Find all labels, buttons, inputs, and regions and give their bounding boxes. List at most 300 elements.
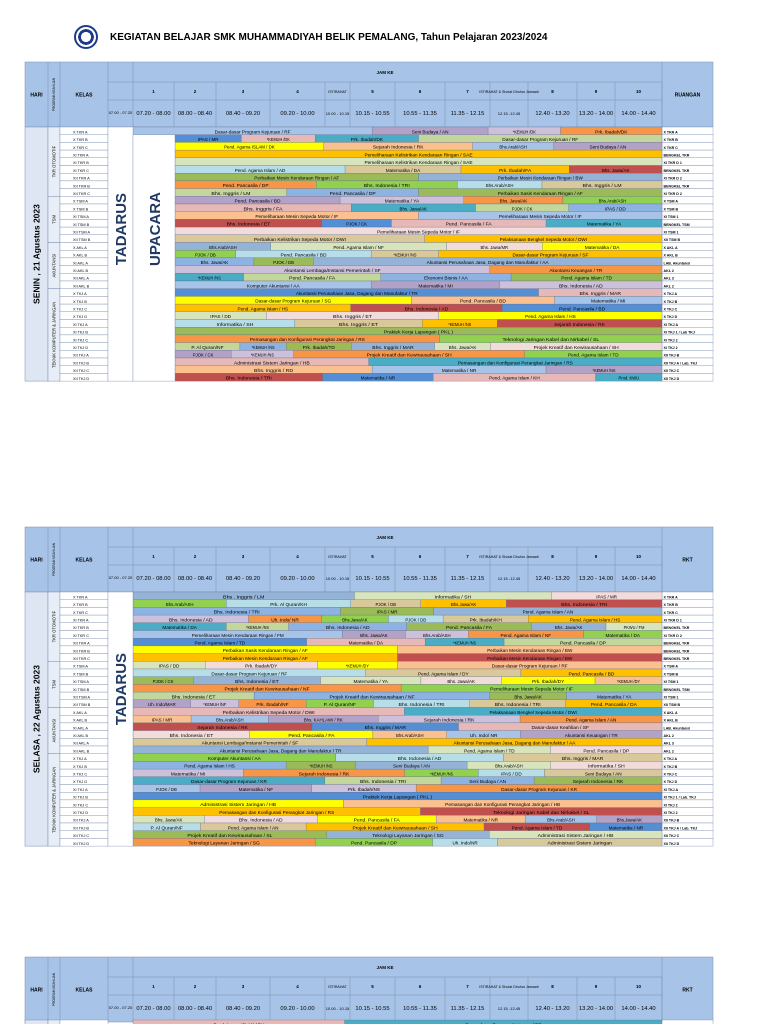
page-title: KEGIATAN BELAJAR SMK MUHAMMADIYAH BELIK PEMALANG, Tahun Pelajaran 2023/2024 (110, 31, 548, 43)
lesson-label: Bhs.Arab/ASH (215, 718, 247, 724)
header-room-label: RKT (682, 557, 693, 564)
header-period-time: 11.35 - 12.15 (450, 111, 485, 117)
room-label: XII TKJ C (663, 369, 680, 374)
header-period-time: 07.20 - 08.00 (136, 111, 171, 117)
lesson-label: IPAS / DD (210, 315, 232, 321)
lesson-label: Pend. Agama Islam / AN (522, 610, 575, 616)
room-label: XII TSM B (663, 703, 681, 708)
class-label: X TKR B (73, 603, 88, 608)
lesson-label: Pemeliharaan Kelistrikan Kendaraan Ringan / SAE (364, 161, 473, 167)
lesson-label: Akuntansi Perusahaan Jasa, Dagang dan Manufaktur / TR (295, 292, 421, 297)
class-label: X AKL A (73, 710, 87, 715)
room-label: X TKJ A (663, 292, 678, 297)
class-label: XI TKR C (73, 168, 89, 173)
lesson-label: Bhs. Inggris / ET (339, 322, 375, 328)
class-label: X TSM A (73, 199, 88, 204)
class-label: XI TSM A (73, 680, 89, 685)
header-period-number: 7 (466, 554, 469, 559)
upacara-label: UPACARA (147, 192, 164, 266)
lesson-label: Prk. Ibadah/KH (469, 618, 503, 624)
lesson-label: PJOK / CK (152, 680, 176, 685)
lesson-label: Bhs. Indonesia / ET (226, 222, 269, 228)
header-break-label: ISTIRAHAT (328, 90, 347, 94)
lesson-label: Projek Kreatif dan Kewirausahaan / SH (366, 353, 450, 359)
room-label: XI TKJ 1 / Lab. TKJ (663, 795, 696, 800)
lesson-label: *KEMUH /DY (345, 664, 375, 670)
class-label: XII TSM B (73, 703, 91, 708)
room-label: AKL 3 (663, 741, 674, 746)
lesson-label: Seni Budaya / AN (469, 780, 507, 786)
room-label: BENGKEL TSM (663, 222, 690, 227)
class-label: X TKR C (73, 610, 88, 615)
lesson-label: Matematika / DA (605, 633, 641, 639)
header-period-time: 09.20 - 10.00 (280, 576, 315, 582)
class-label: XI TSM B (73, 222, 90, 227)
header-period-time: 12.15 -12.45 (497, 576, 521, 581)
room-label: XI TSM 1 (663, 695, 679, 700)
lesson-label: Pend. Pancasila / DP (560, 641, 606, 647)
header-period-number: 9 (594, 89, 598, 94)
lesson-label: Dasar-dasar Program Kejuruan / RF (214, 130, 292, 136)
lesson-label: Perbaikan Sasis Kendaraan Ringan / AF (497, 191, 584, 197)
lesson-label: Pend. Pancasila / DP (583, 749, 629, 755)
header-period-time: 10.15 - 10.55 (355, 576, 390, 582)
lesson-label: *KEMUH /NS (251, 345, 281, 351)
lesson-label: Pemasangan dan Konfigurasi Perangkat Jaringan / HB (445, 803, 562, 809)
lesson-label: Matematika / DA (348, 641, 385, 647)
room-label: X TKJ A (663, 757, 678, 762)
room-label: LAB. Akuntansi (663, 726, 691, 731)
room-label: BENGKEL TKR (663, 641, 690, 646)
class-label: XII TKJ A (73, 353, 89, 358)
lesson-label: *KEMUH /DY (617, 680, 646, 685)
room-label: BENGKEL TSM (663, 687, 690, 692)
lesson-label: Bhs. Jawa/AK (554, 626, 585, 632)
header-kelas-label: KELAS (75, 92, 93, 99)
room-label: XII TKJ A / Lab. TKJ (663, 826, 698, 831)
room-label: X TKJ C (663, 772, 678, 777)
class-label: X TKJ A (73, 292, 87, 297)
header-period-number: 7 (466, 89, 469, 94)
room-label: BENGKEL TKR (663, 657, 690, 661)
header-period-number: 2 (193, 554, 197, 559)
class-label: XI TKJ B (73, 330, 88, 335)
lesson-label: Pemeliharaan Mesin Kendaraan Ringan / FM (191, 633, 288, 639)
lesson-label: Bhs. Inggris / MAR (364, 726, 405, 732)
header-kelas-label: KELAS (75, 557, 93, 564)
room-label: XI TKJ A (663, 322, 679, 327)
class-label: XI TKJ C (73, 338, 89, 343)
header-break-label: ISTIRAHAT & Sholat Dhuhur Jamaah (479, 90, 539, 94)
room-label: BENGKEL TKR (663, 649, 690, 654)
header-period-number: 8 (551, 984, 554, 989)
header-period-number: 10 (635, 89, 642, 94)
class-label: XII TKJ C (73, 834, 90, 839)
room-label: X TKR A (663, 130, 678, 135)
lesson-label: Teknologi Jaringan Kabel dan Nirkabel / SL (502, 338, 595, 344)
class-label: XI TKR B (73, 161, 89, 166)
lesson-label: Prk. Ibadah/DK (350, 138, 384, 143)
class-label: X AKL B (73, 253, 88, 258)
lesson-label: Pend. Agama Islam / TD (464, 749, 516, 755)
lesson-label: Bhs. KAHLAWI / RK (303, 718, 347, 724)
room-label: X TKR A (663, 595, 678, 600)
lesson-label: *KEMUH /DK (512, 130, 542, 136)
lesson-label: Akuntansi Perusahaan Jasa, Dagang dan Manufaktur / AA (426, 261, 551, 267)
lesson-label: P. Al Quran/NF (150, 826, 183, 832)
header-band (25, 62, 713, 127)
header-period-time: 11.35 - 12.15 (450, 576, 485, 582)
lesson-label: IPAS / MR (376, 610, 399, 616)
lesson-label: Prk. Ibadah/NF (256, 703, 289, 709)
header-hari-label: HARI (30, 92, 43, 99)
class-label: XI TKJ B (73, 795, 88, 800)
room-label: LAB. Akuntansi (663, 261, 691, 266)
header-period-time: 10.00 - 10.15 (325, 576, 350, 581)
header-period-time: 08.00 - 08.40 (177, 111, 213, 117)
room-label: X TKJ B (663, 299, 678, 304)
lesson-label: Bhs. Indonesia / AD (397, 757, 440, 762)
lesson-label: *KEMUH /DK (266, 138, 296, 143)
lesson-label: Bhs. Indonesia / TRI (398, 703, 442, 709)
lesson-label: Teknologi Layanan Jaringan / SG (372, 834, 443, 839)
header-hari-label: HARI (30, 987, 43, 994)
lesson-label: Pend. Pancasila / FA (289, 276, 334, 282)
lesson-label: Teknologi Jaringan Kabel dan Nirkabel / SL (492, 810, 585, 816)
header-period-time: 12.15 -12.45 (497, 111, 521, 116)
class-label: XI TKJ D (73, 346, 89, 350)
room-label: X TKJ D (663, 315, 678, 320)
header-period-time: 12.40 - 13.20 (535, 111, 570, 117)
header-period-time: 13.20 - 14.00 (578, 1006, 614, 1012)
header-jamke-label: JAM KE (376, 535, 394, 540)
room-label: AKL 2 (663, 749, 674, 754)
lesson-label: *KEMUH /NS (197, 276, 227, 282)
department-label: TKR OTOMOTIF (51, 610, 57, 643)
header-period-time: 10.55 - 11.35 (403, 111, 437, 117)
lesson-label: Pend. Pancasila / DP (222, 184, 268, 190)
lesson-label: Bhs. Jawa/AK (200, 261, 231, 267)
class-label: X TKR A (73, 130, 88, 135)
lesson-label: Bhs. Jawa/AK (154, 818, 185, 824)
lesson-label: Bhs. Jawa/AK (499, 199, 530, 205)
room-label: X AKL B (663, 718, 678, 723)
class-label: XI TKR A (73, 618, 89, 623)
lesson-label: Bhs. Indonesia / AD (325, 626, 369, 632)
class-label: XII TKJ D (73, 376, 90, 381)
room-label: XI TKJ A (663, 787, 679, 792)
room-label: X TSM B (663, 672, 679, 677)
lesson-label: Bhs. Indonesia / TRI (494, 703, 539, 709)
lesson-label: Pend. Agama ISLAM / DK (224, 145, 280, 151)
lesson-label: Prk. Ibadah/FA (499, 168, 531, 174)
room-label: X TKR C (663, 145, 678, 150)
lesson-label: PJOK / CK (346, 222, 370, 228)
class-label: X TKR C (73, 145, 88, 150)
lesson-label: Prk. Ibadah/DK (595, 130, 628, 136)
lesson-label: Informatika / SH (434, 595, 469, 601)
lesson-label: Bhs. Jawa/AK (399, 207, 430, 213)
header-band (25, 527, 713, 592)
department-label: AKUNTANSI (51, 253, 57, 278)
class-label: X TKJ D (73, 780, 88, 785)
room-label: BENGKEL TKR (663, 184, 690, 189)
header-period-number: 6 (418, 554, 422, 559)
day-label: SELASA , 22 Agustus 2023 (31, 665, 42, 774)
lesson-label: Uh. Indo/MAR (148, 703, 179, 709)
room-label: AKL 2 (663, 734, 674, 738)
lesson-label: Pemeliharaan Mesin Sepeda Motor / IF (377, 230, 461, 236)
department-label: TSM (51, 214, 57, 224)
room-label: XI TKR D 2 (663, 176, 682, 181)
header-period-time: 10.00 - 10.15 (325, 111, 350, 116)
lesson-label: Perbaikan Sasis Kendaraan Ringan / AF (222, 649, 309, 655)
lesson-label: Administrasi Sistem Jaringan / HB (537, 834, 611, 839)
class-label: XI AKL B (73, 734, 89, 738)
lesson-label: Bhs. Inggris / FA (243, 207, 279, 213)
lesson-label: Bhs. Inggris / MAR (372, 345, 413, 351)
header-period-number: 4 (296, 89, 299, 94)
header-kelas-label: KELAS (75, 987, 93, 994)
lesson-label: Pend. Pancasila / FA (288, 733, 333, 739)
class-label: XII TKR C (73, 192, 91, 196)
lesson-label: Bhs. Jawa/AK (448, 345, 479, 351)
class-label: X TKJ D (73, 315, 88, 320)
room-label: X TKR B (663, 138, 678, 143)
lesson-label: Komputer Akuntansi / AA (246, 284, 300, 290)
lesson-label: Matematika / YA (353, 680, 389, 685)
lesson-label: PJOK / DB (195, 253, 219, 259)
lesson-label: Uh. Indo/ NR (469, 733, 498, 739)
lesson-label: Akuntansi Perusahaan Jasa, Dagang dan Manufaktur / TR (219, 749, 344, 755)
lesson-label: Dasar-dasar Program Kejuruan / SG (255, 299, 333, 305)
header-period-time: 07.20 - 08.00 (136, 576, 171, 582)
class-label: X TSM B (73, 672, 89, 677)
class-label: XI AKL A (73, 726, 88, 731)
header-period-time: 10.55 - 11.35 (403, 1006, 437, 1012)
lesson-label: Bhs. Indonesia / ET (235, 680, 277, 685)
lesson-label: IPAS / MR (151, 718, 174, 724)
lesson-label: Bhs. Indonesia / ET (171, 695, 214, 701)
lesson-label: Pend. Agama Islam / HS (569, 618, 623, 624)
lesson-label: Bhs.Arab/ASH (598, 199, 630, 205)
lesson-label: Projek Kreatif dan Kewirausahaan / SL (187, 834, 270, 839)
header-program-label: PROGRAM KEAHLIAN (52, 77, 56, 112)
room-label: X TKJ C (663, 307, 678, 312)
class-label: XI TKJ C (73, 803, 89, 808)
lesson-label: Sejarah Indonesia / RK (423, 718, 474, 724)
room-label: X TKR B (663, 603, 678, 608)
header-period-number: 2 (193, 89, 197, 94)
class-label: XII AKL A (73, 741, 89, 746)
class-label: XI TKJ A (73, 322, 88, 327)
lesson-label: Pend. Pancasila / BD (459, 299, 506, 305)
lesson-label: Bhs.Arab/ASH (485, 184, 517, 190)
class-label: XI TKR C (73, 633, 89, 638)
lesson-label: Bhs. Indonesia / TRI (363, 184, 408, 190)
room-label: X TSM A (663, 664, 678, 669)
lesson-label: Prk. Ibadah/TD (302, 345, 335, 351)
department-label: TSM (51, 679, 57, 689)
lesson-label: Praktek Kerja Lapangan ( PKL ) (363, 795, 431, 801)
lesson-label: Akuntansi Perusahaan Jasa, Dagang dan Manufaktur / AA (453, 741, 578, 747)
header-period-number: 5 (371, 89, 374, 94)
header-period-time: 09.20 - 10.00 (280, 111, 315, 117)
lesson-label: PJOK / CK (192, 353, 216, 359)
lesson-label: Matematika / MI (170, 772, 205, 778)
class-label: XII TKJ B (73, 826, 89, 831)
lesson-label: PJOK / DB (375, 603, 399, 608)
lesson-label: Bhs. Indonesia / TRI (561, 603, 605, 608)
header-band (25, 957, 713, 1022)
header-break-label: ISTIRAHAT (328, 985, 347, 989)
lesson-label: Perbaikan Mesin Kendaraan Ringan / AF (254, 176, 342, 182)
class-label: X TKJ C (73, 772, 88, 777)
lesson-label: Matematika / YA (596, 695, 632, 701)
lesson-label: Pend. Agama Islam / AN (227, 826, 280, 832)
lesson-label: Administrasi Sistem Jaringan / HB (233, 361, 307, 367)
class-label: X TKJ B (73, 764, 87, 769)
lesson-label: Sejarah Indonesia / RK (554, 322, 604, 328)
lesson-label: Pemasangan dan Konfigurasi Perangkat Jaringan / RS (457, 361, 575, 367)
lesson-label: Matematika / MI (418, 284, 453, 290)
lesson-label: Uh. Indo/NR (452, 841, 479, 847)
class-label: XI TSM B (73, 687, 90, 692)
class-label: XI TKJ A (73, 787, 88, 792)
lesson-label: Administrasi Sistem Jaringan / HB (200, 803, 273, 809)
lesson-label: PKWU / FM (623, 626, 649, 632)
class-label: X TKJ A (73, 757, 87, 762)
lesson-label: Komputer Akuntansi / AA (207, 757, 262, 762)
lesson-label: PJOK / DB (156, 787, 180, 793)
room-label: XII TKJ A / Lab. TKJ (663, 361, 698, 366)
class-label: XI TSM A (73, 215, 89, 220)
header-period-time: 12.40 - 13.20 (535, 1006, 570, 1012)
lesson-label: Pend. Agama Islam / TD (568, 353, 620, 359)
room-label: AKL 3 (663, 276, 674, 281)
lesson-label: Pemeliharaan Kelistrikan Kendaraan Ringan / SAE (364, 153, 473, 159)
lesson-label: *KEMUH /NF (203, 703, 232, 709)
lesson-label: Administrasi Sistem Jaringan (547, 841, 610, 847)
day-label: SENIN , 21 Agustus 2023 (31, 204, 42, 304)
header-period-number: 8 (551, 554, 554, 559)
department-label: TEKNIK KOMPUTER & JARINGAN (51, 766, 57, 834)
lesson-label: Matematika / NR (608, 826, 645, 832)
department-cell (48, 1020, 60, 1024)
lesson-label: Bhs.Arab/ASH (396, 733, 427, 739)
header-period-time: 10.15 - 10.55 (355, 111, 390, 117)
header-period-number: 6 (418, 984, 422, 989)
lesson-label: Pend. Pancasila / BD (280, 253, 326, 259)
class-label: XII TKR B (73, 649, 90, 654)
room-label: X AKL A (663, 245, 678, 250)
header-period-number: 3 (241, 89, 245, 94)
header-period-number: 1 (152, 554, 155, 559)
lesson-label: Prk. Al Quran/KH (270, 603, 307, 608)
lesson-label: Pend. Pancasila / DP (350, 841, 397, 847)
lesson-label: Bhs. Jawa/AK (447, 680, 478, 685)
header-period-number: 4 (296, 984, 299, 989)
room-label: BENGKEL TKR (663, 626, 690, 631)
lesson-label: Pend. Agama Islam / TD (561, 276, 614, 282)
room-label: X TSM B (663, 207, 679, 212)
room-label: X TKJ D (663, 780, 678, 785)
header-period-time: 14.00 - 14.40 (621, 1006, 656, 1012)
tadarus-label: TADARUS (113, 192, 130, 266)
lesson-label: Bhs. Jawa/AK (514, 695, 545, 701)
lesson-label: Bhs. Indonesia / TRI (225, 376, 270, 382)
lesson-label: Matematika / NF (238, 787, 274, 793)
lesson-label: Pend. Pancasila / DP (329, 191, 376, 197)
lesson-label: Sejarah Indonesia / RK (298, 772, 349, 778)
class-label: X TSM B (73, 207, 89, 212)
lesson-label: Pend. Agama Islam / TD (511, 826, 564, 832)
lesson-label: Perbaikan Mesin Kendaraan Ringan / BW (497, 176, 587, 182)
header-period-time: 10.00 - 10.15 (325, 1006, 350, 1011)
header-period-number: 1 (152, 984, 155, 989)
lesson-label: *KEMUH /NS (453, 641, 482, 647)
header-period-time: 09.20 - 10.00 (280, 1006, 315, 1012)
lesson-label: Pend. Agama Islam / HS (237, 307, 290, 313)
header-period-time: 08.40 - 09.20 (225, 1006, 261, 1012)
class-label: X TKJ C (73, 307, 88, 312)
lesson-label: Bhs. Indonesia / TRI (213, 610, 258, 616)
lesson-label: PJOK / CK (511, 207, 535, 213)
room-label: XII TSM B (663, 238, 681, 243)
lesson-label: Bhs.Arab/ASH (422, 633, 454, 639)
lesson-label: Matematika / NR (441, 369, 478, 374)
header-period-time: 14.00 - 14.40 (621, 576, 656, 582)
class-label: XI TKR A (73, 153, 89, 158)
header-hari-label: HARI (30, 557, 43, 564)
lesson-label: *KEMUH /NS (250, 353, 280, 359)
header-program-label: PROGRAM KEAHLIAN (52, 542, 56, 577)
lesson-label: Prk. Ibadah/DY (532, 680, 565, 685)
header-period-time: 10.15 - 10.55 (355, 1006, 390, 1012)
class-label: X TKJ B (73, 299, 87, 304)
lesson-label: Prk. Ibadah/DY (245, 664, 278, 670)
lesson-label: Perbaikan Mesin Kendaraan Ringan / BW (487, 656, 576, 662)
lesson-label: Pend. Pancasila / BD (559, 307, 605, 313)
room-label: AKL 2 (663, 269, 674, 273)
lesson-label: Seni Budaya / AN (584, 772, 623, 778)
class-label: XI AKL B (73, 269, 89, 273)
class-label: XII AKL B (73, 749, 90, 754)
header-period-time: 14.00 - 14.40 (621, 111, 656, 117)
lesson-label: IPAS / MR (197, 138, 220, 143)
header-time-0: 07.00 - 07.20 (108, 1005, 133, 1010)
lesson-label: Matematika / YA (586, 222, 622, 228)
room-label: XI TKJ 2 (663, 338, 678, 343)
lesson-label: Pemeliharaan Mesin Sepeda Motor / IF (255, 215, 339, 220)
lesson-label: Bhs. Indonesia / AD (168, 618, 212, 624)
lesson-label: Dasar-dasar Keahlian / SF (531, 726, 589, 732)
department-label: AKUNTANSI (51, 718, 57, 743)
lesson-label: Informatika / SH (216, 322, 251, 328)
lesson-label: Bhs.Arab/ASH (209, 245, 241, 251)
room-label: XII TKJ D (663, 841, 680, 846)
lesson-label: PJOK / DB (405, 618, 429, 624)
lesson-label: Pend. Pancasila / BD (568, 672, 614, 678)
lesson-label: Sejarah Indonesia / RK (197, 726, 247, 732)
header-jamke-label: JAM KE (376, 70, 394, 75)
lesson-label: Perbaikan Kelistrikan Sepeda Motor / DWI (222, 710, 313, 716)
class-label: XI TKR B (73, 626, 89, 631)
lesson-label: Pend. Agama Islam / AD (234, 168, 287, 174)
class-label: XI AKL A (73, 261, 88, 266)
class-label: X AKL A (73, 245, 87, 250)
class-label: X TKR A (73, 595, 88, 600)
